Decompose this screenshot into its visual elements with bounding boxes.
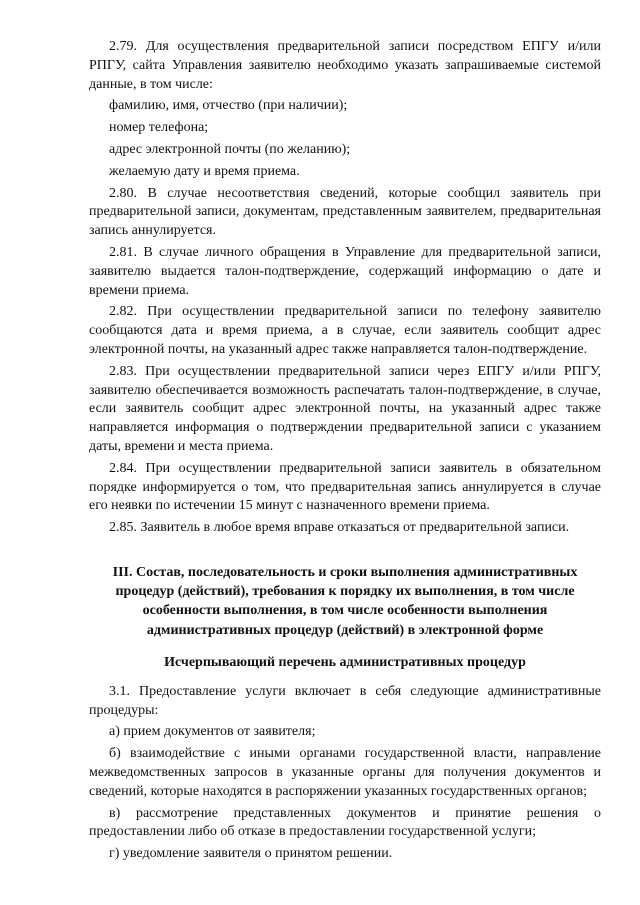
list-item-v: в) рассмотрение представленных документов и принятие решения о предоставлении либо об отказе в предоставлении государственной услуги; bbox=[89, 805, 601, 840]
list-item-fio: фамилию, имя, отчество (при наличии); bbox=[109, 98, 348, 114]
paragraph-2-81: 2.81. В случае личного обращения в Управление для предварительной записи, заявителю выдается талон-подтверждение, содержащий информацию о дате и времени приема. bbox=[89, 244, 601, 298]
paragraph-2-79: 2.79. Для осуществления предварительной записи посредством ЕПГУ и/или РПГУ, сайта Управления заявителю необходимо указать запрашиваемые системой данные, в том числе: bbox=[89, 39, 601, 92]
paragraph-2-80: 2.80. В случае несоответствия сведений, которые сообщил заявитель при предварительной записи, документам, представленным заявителем, предварительная запись аннулируется. bbox=[89, 185, 601, 239]
paragraph-2-84: 2.84. При осуществлении предварительной записи заявитель в обязательном порядке информируется о том, что предварительная запись аннулируется в случае его неявки по истечении 15 минут с назначенного времени приема. bbox=[89, 460, 601, 514]
paragraph-2-83: 2.83. При осуществлении предварительной записи через ЕПГУ и/или РПГУ, заявителю обеспечивается возможность распечатать талон-подтверждение, в случае, если заявитель сообщит адрес электронной почты, на указанный адрес также направляется информация о подтверждении предварительной записи с указанием даты, времени и места приема. bbox=[89, 363, 601, 454]
paragraph-2-85: 2.85. Заявитель в любое время вправе отказаться от предварительной записи. bbox=[109, 520, 570, 536]
list-item-email: адрес электронной почты (по желанию); bbox=[109, 141, 351, 157]
document-body bbox=[89, 38, 601, 867]
paragraph-2-82: 2.82. При осуществлении предварительной записи по телефону заявителю сообщаются дата и время приема, а в случае, если заявитель сообщит адрес электронной почты, на указанный адрес также направляется талон-подтверждение. bbox=[89, 304, 601, 357]
list-item-g: г) уведомление заявителя о принятом решении. bbox=[109, 846, 393, 862]
list-item-date: желаемую дату и время приема. bbox=[109, 163, 300, 179]
list-item-b: б) взаимодействие с иными органами государственной власти, направление межведомственных запросов в указанные органы для получения документов и сведений, которые находятся в распоряжении указанных государственных органов; bbox=[89, 746, 601, 799]
paragraph-3-1: 3.1. Предоставление услуги включает в себя следующие административные процедуры: bbox=[89, 683, 601, 718]
sub-heading: Исчерпывающий перечень административных процедур bbox=[164, 654, 526, 670]
section-heading: III. Состав, последовательность и сроки выполнения административных процедур (действий), требования к порядку их выполнения, в том числе особенности выполнения, в том числе особенности выполнения административных процедур (действий) в электронной форме bbox=[112, 564, 578, 638]
list-item-a: а) прием документов от заявителя; bbox=[109, 724, 316, 740]
list-item-phone: номер телефона; bbox=[109, 120, 209, 136]
